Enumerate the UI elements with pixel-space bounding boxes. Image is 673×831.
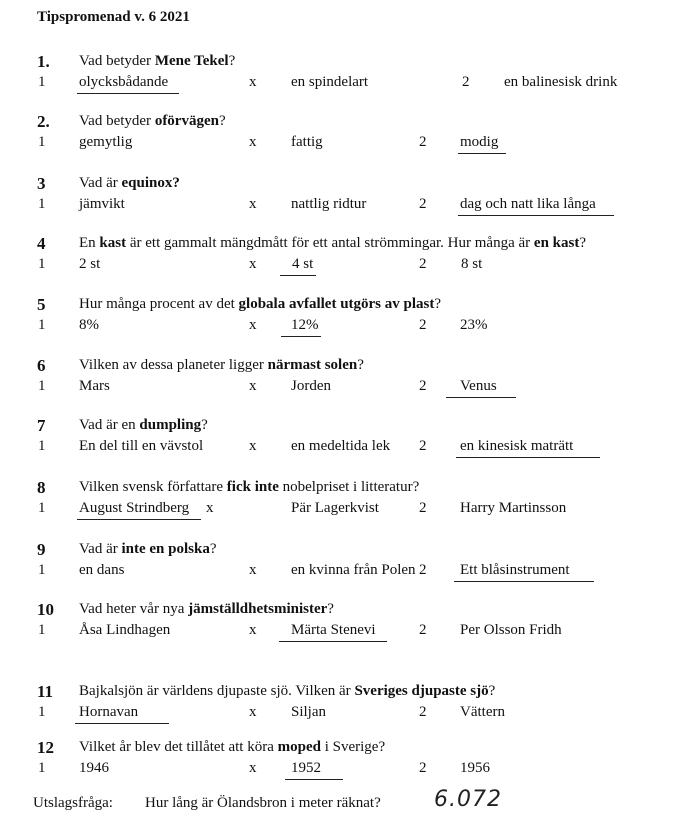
question-6 — [0, 356, 673, 400]
option-1-text: August Strindberg — [79, 500, 190, 516]
question-keyword: fick inte — [226, 479, 279, 495]
option-2-text: Per Olsson Fridh — [460, 622, 562, 638]
option-x-key: x — [249, 196, 257, 212]
answer-underline — [75, 723, 169, 724]
option-1-text: jämvikt — [79, 196, 125, 212]
question-number: 10 — [37, 600, 54, 619]
question-text-part: Vilket år blev det tillåtet att köra — [79, 739, 278, 755]
question-keyword: Sveriges djupaste sjö — [354, 683, 489, 699]
question-text-part: Vad betyder — [79, 113, 155, 129]
question-number: 6 — [37, 356, 46, 375]
option-x-key: x — [249, 256, 257, 272]
question-keyword: kast — [99, 235, 127, 251]
option-x-key: x — [249, 134, 257, 150]
question-text — [79, 113, 226, 130]
option-2-text: dag och natt lika långa — [460, 196, 596, 212]
question-text — [79, 235, 586, 252]
question-10 — [0, 600, 673, 644]
option-1-key: 1 — [38, 74, 46, 90]
question-text-part: En — [79, 235, 100, 251]
question-text-part: Vad är en — [79, 417, 140, 433]
answer-underline — [77, 519, 201, 520]
question-number: 7 — [37, 416, 46, 435]
option-2-text: en kinesisk maträtt — [460, 438, 574, 454]
option-1-key: 1 — [38, 438, 46, 454]
question-text-part: ? — [218, 113, 226, 129]
question-text-part: Vad betyder — [79, 53, 155, 69]
question-text-part: är ett gammalt mängdmått för ett antal strömmingar. Hur många är — [126, 235, 534, 251]
question-keyword: oförvägen — [154, 113, 219, 129]
option-1-key: 1 — [38, 317, 46, 333]
option-x-key: x — [249, 704, 257, 720]
option-x-key: x — [249, 378, 257, 394]
option-x-text: nattlig ridtur — [291, 196, 367, 212]
question-4 — [0, 234, 673, 278]
question-keyword: jämställdhetsminister — [188, 601, 328, 617]
answer-underline — [285, 779, 343, 780]
question-text — [79, 601, 334, 618]
option-x-text: 4 st — [292, 256, 314, 272]
option-x-key: x — [249, 74, 257, 90]
tiebreaker-handwritten-answer: 6.072 — [434, 787, 502, 812]
option-1-text: 2 st — [79, 256, 101, 272]
answer-underline — [456, 457, 600, 458]
option-1-text: En del till en vävstol — [79, 438, 204, 454]
option-1-key: 1 — [38, 622, 46, 638]
option-x-text: Pär Lagerkvist — [291, 500, 379, 516]
option-x-text: 12% — [291, 317, 319, 333]
question-keyword: moped — [277, 739, 321, 755]
option-2-key: 2 — [419, 704, 427, 720]
option-x-text: en medeltida lek — [291, 438, 391, 454]
answer-underline — [446, 397, 516, 398]
option-x-key: x — [249, 438, 257, 454]
option-x-key: x — [249, 622, 257, 638]
question-text — [79, 175, 180, 192]
option-1-key: 1 — [38, 256, 46, 272]
tiebreaker-question: Hur lång är Ölandsbron i meter räknat? — [145, 795, 381, 811]
question-keyword: en kast — [533, 235, 580, 251]
option-2-key: 2 — [419, 317, 427, 333]
option-1-key: 1 — [38, 562, 46, 578]
question-1 — [0, 52, 673, 96]
question-number: 8 — [37, 478, 46, 497]
question-9 — [0, 540, 673, 584]
question-text-part: Vilken svensk författare — [79, 479, 227, 495]
option-2-text: 8 st — [461, 256, 483, 272]
option-2-key: 2 — [419, 256, 427, 272]
question-text-part: Bajkalsjön är världens djupaste sjö. Vilken är — [79, 683, 355, 699]
option-1-key: 1 — [38, 704, 46, 720]
option-1-text: en dans — [79, 562, 125, 578]
question-8 — [0, 478, 673, 522]
answer-underline — [454, 581, 594, 582]
question-keyword: inte en polska — [121, 541, 210, 557]
question-text-part: ? — [434, 296, 442, 312]
question-text-part: ? — [209, 541, 217, 557]
question-text — [79, 683, 495, 700]
option-2-text: Vättern — [460, 704, 505, 720]
question-number: 1. — [37, 52, 50, 71]
question-text-part: ? — [228, 53, 236, 69]
option-x-key: x — [206, 500, 214, 516]
option-2-text: en balinesisk drink — [504, 74, 618, 90]
option-2-text: Harry Martinsson — [460, 500, 567, 516]
option-2-key: 2 — [462, 74, 470, 90]
page-title: Tipspromenad v. 6 2021 — [37, 9, 190, 25]
option-x-text: Jorden — [291, 378, 331, 394]
question-3 — [0, 174, 673, 218]
option-1-text: 1946 — [79, 760, 109, 776]
option-x-key: x — [249, 317, 257, 333]
option-2-key: 2 — [419, 562, 427, 578]
question-text-part: Vad är — [79, 175, 122, 191]
question-keyword: Mene Tekel — [154, 53, 229, 69]
option-1-key: 1 — [38, 378, 46, 394]
option-1-key: 1 — [38, 760, 46, 776]
option-x-text: 1952 — [291, 760, 321, 776]
question-number: 12 — [37, 738, 54, 757]
option-1-text: Hornavan — [79, 704, 139, 720]
option-2-text: Ett blåsinstrument — [460, 562, 570, 578]
option-2-text: modig — [460, 134, 499, 150]
question-text-part: ? — [579, 235, 587, 251]
question-7 — [0, 416, 673, 460]
option-1-text: gemytlig — [79, 134, 133, 150]
question-text — [79, 739, 385, 756]
answer-underline — [458, 153, 506, 154]
option-1-key: 1 — [38, 134, 46, 150]
option-2-key: 2 — [419, 196, 427, 212]
answer-underline — [458, 215, 614, 216]
option-1-key: 1 — [38, 500, 46, 516]
option-x-text: Märta Stenevi — [291, 622, 376, 638]
question-text-part: nobelpriset i litteratur? — [278, 479, 420, 495]
question-number: 11 — [37, 682, 54, 701]
option-2-key: 2 — [419, 438, 427, 454]
option-2-key: 2 — [419, 134, 427, 150]
answer-underline — [280, 275, 316, 276]
option-x-text: Siljan — [291, 704, 327, 720]
option-1-text: Åsa Lindhagen — [79, 622, 171, 638]
option-x-key: x — [249, 562, 257, 578]
option-1-text: Mars — [79, 378, 110, 394]
question-11 — [0, 682, 673, 726]
option-2-key: 2 — [419, 760, 427, 776]
option-1-text: olycksbådande — [79, 74, 169, 90]
question-12 — [0, 738, 673, 782]
answer-underline — [279, 641, 387, 642]
answer-underline — [281, 336, 321, 337]
question-text-part: Hur många procent av det — [79, 296, 239, 312]
question-text-part: Vad heter vår nya — [79, 601, 189, 617]
question-5 — [0, 295, 673, 339]
question-number: 2. — [37, 112, 50, 131]
option-1-key: 1 — [38, 196, 46, 212]
option-2-text: 23% — [460, 317, 488, 333]
question-keyword: globala avfallet utgörs av plast — [238, 296, 435, 312]
question-text-part: ? — [327, 601, 334, 617]
question-keyword: närmast solen — [267, 357, 358, 373]
question-number: 5 — [37, 295, 46, 314]
option-1-text: 8% — [79, 317, 99, 333]
question-2 — [0, 112, 673, 156]
question-number: 9 — [37, 540, 46, 559]
option-x-text: en kvinna från Polen — [291, 562, 416, 578]
question-text — [79, 479, 419, 496]
question-keyword: equinox? — [121, 175, 180, 191]
tiebreaker-label: Utslagsfråga: — [33, 795, 113, 811]
answer-underline — [77, 93, 179, 94]
question-text-part: ? — [488, 683, 496, 699]
question-text — [79, 53, 235, 70]
option-x-key: x — [249, 760, 257, 776]
question-text — [79, 296, 441, 313]
option-2-key: 2 — [419, 500, 427, 516]
question-text — [79, 417, 208, 434]
question-number: 4 — [37, 234, 46, 253]
question-text-part: ? — [201, 417, 208, 433]
option-x-text: fattig — [291, 134, 323, 150]
option-x-text: en spindelart — [291, 74, 369, 90]
option-2-key: 2 — [419, 378, 427, 394]
question-text-part: Vilken av dessa planeter ligger — [79, 357, 268, 373]
question-keyword: dumpling — [139, 417, 202, 433]
option-2-text: Venus — [460, 378, 497, 394]
question-text-part: Vad är — [79, 541, 122, 557]
question-text-part: ? — [357, 357, 364, 373]
question-text-part: i Sverige? — [320, 739, 386, 755]
question-number: 3 — [37, 174, 46, 193]
question-text — [79, 357, 364, 374]
option-2-key: 2 — [419, 622, 427, 638]
option-2-text: 1956 — [460, 760, 490, 776]
question-text — [79, 541, 217, 558]
